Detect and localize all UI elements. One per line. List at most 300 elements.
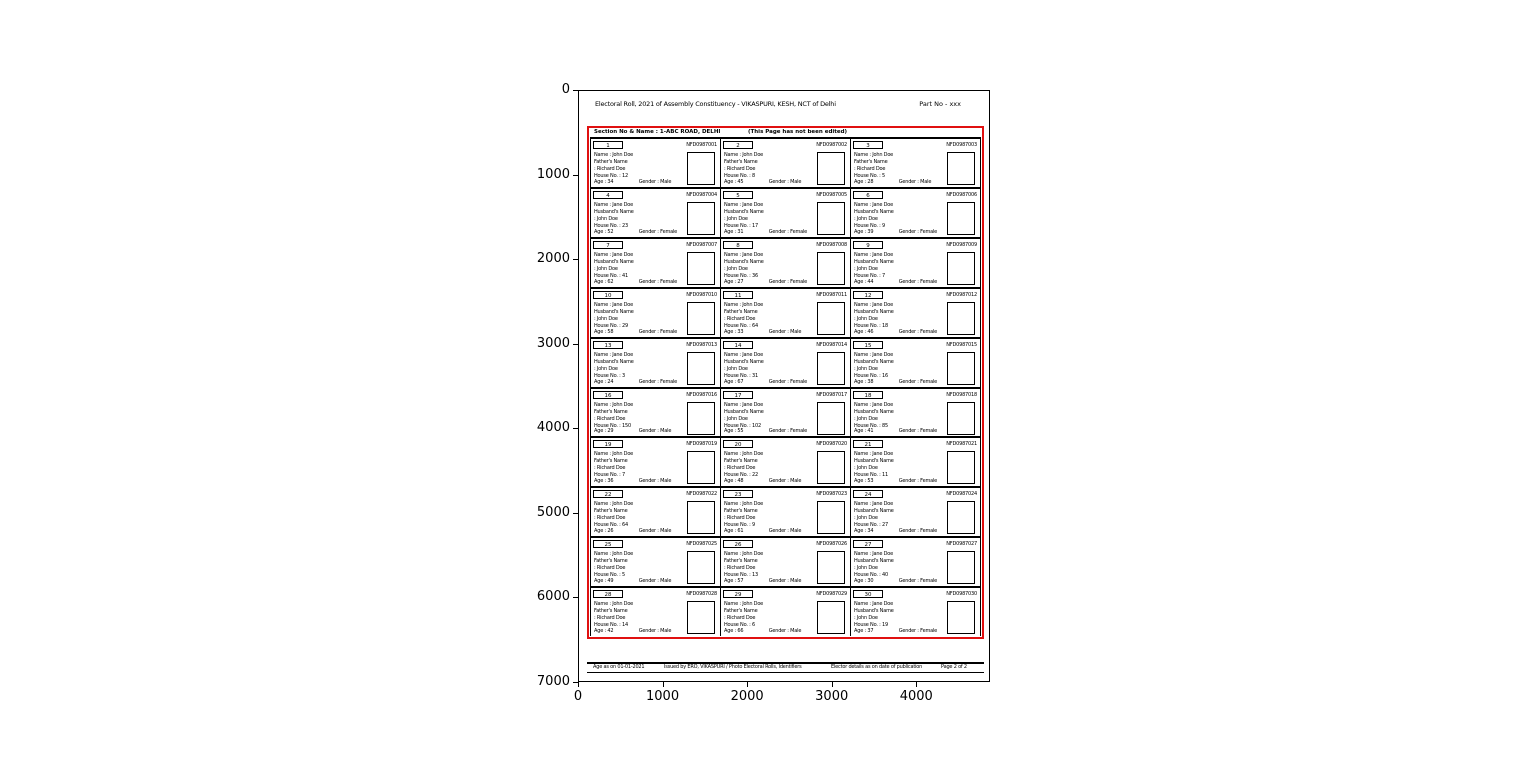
age-gender-line bbox=[854, 279, 979, 285]
voter-gender: Gender : Female bbox=[768, 428, 808, 435]
epic-number: NFD0987012 bbox=[946, 291, 977, 298]
voter-gender: Gender : Female bbox=[638, 278, 678, 285]
epic-number: NFD0987006 bbox=[946, 191, 977, 198]
relation-name: : John Doe bbox=[724, 415, 748, 422]
relation-name: : John Doe bbox=[724, 365, 748, 372]
voter-details bbox=[854, 501, 946, 529]
voter-age: Age : 52 bbox=[594, 228, 614, 235]
voter-name: Name : Jane Doe bbox=[594, 351, 633, 358]
voter-age: Age : 46 bbox=[854, 328, 874, 335]
epic-number: NFD0987004 bbox=[686, 191, 717, 198]
voter-gender: Gender : Female bbox=[638, 328, 678, 335]
age-gender-line bbox=[724, 528, 849, 534]
voter-details bbox=[854, 601, 946, 629]
voter-details bbox=[854, 352, 946, 380]
voter-gender: Gender : Female bbox=[898, 378, 938, 385]
section-name: Section No & Name : 1-ABC ROAD, DELHI bbox=[594, 129, 721, 135]
house-number: House No. : 31 bbox=[724, 372, 758, 379]
serial-number-box: 8 bbox=[723, 241, 753, 249]
serial-number-box: 7 bbox=[593, 241, 623, 249]
house-number: House No. : 36 bbox=[724, 272, 758, 279]
serial-number-box: 17 bbox=[723, 391, 753, 399]
age-gender-line bbox=[594, 329, 719, 335]
voter-details bbox=[594, 152, 686, 180]
voter-details bbox=[854, 152, 946, 180]
voter-name: Name : Jane Doe bbox=[854, 501, 893, 508]
voter-gender: Gender : Male bbox=[768, 178, 802, 185]
voter-age: Age : 55 bbox=[724, 428, 744, 435]
age-gender-line bbox=[724, 428, 849, 434]
voter-card bbox=[851, 588, 980, 636]
voter-name: Name : Jane Doe bbox=[854, 251, 893, 258]
serial-number-box: 30 bbox=[853, 590, 883, 598]
voter-card bbox=[591, 339, 721, 387]
serial-number-box: 16 bbox=[593, 391, 623, 399]
epic-number: NFD0987009 bbox=[946, 241, 977, 248]
relation-label: Father's Name bbox=[724, 508, 758, 515]
relation-name: : Richard Doe bbox=[724, 565, 756, 572]
relation-label: Father's Name bbox=[724, 308, 758, 315]
relation-label: Father's Name bbox=[594, 508, 628, 515]
relation-label: Husband's Name bbox=[594, 258, 634, 265]
plot-area bbox=[578, 90, 990, 682]
epic-number: NFD0987008 bbox=[816, 241, 847, 248]
voter-card bbox=[591, 538, 721, 586]
voter-gender: Gender : Female bbox=[638, 378, 678, 385]
voter-details bbox=[594, 302, 686, 330]
voter-name: Name : Jane Doe bbox=[854, 551, 893, 558]
voter-name: Name : Jane Doe bbox=[594, 251, 633, 258]
voter-details bbox=[594, 501, 686, 529]
voter-gender: Gender : Female bbox=[768, 378, 808, 385]
epic-number: NFD0987005 bbox=[816, 191, 847, 198]
age-gender-line bbox=[594, 179, 719, 185]
relation-name: : Richard Doe bbox=[594, 166, 626, 172]
voter-name: Name : Jane Doe bbox=[724, 251, 763, 258]
voter-card bbox=[851, 488, 980, 536]
house-number: House No. : 9 bbox=[724, 522, 756, 529]
x-tick-mark bbox=[916, 682, 917, 687]
house-number: House No. : 7 bbox=[594, 472, 626, 479]
relation-name: : John Doe bbox=[594, 365, 618, 372]
relation-name: : John Doe bbox=[594, 315, 618, 322]
relation-label: Father's Name bbox=[724, 159, 758, 165]
x-tick-label: 2000 bbox=[730, 689, 764, 704]
card-row bbox=[591, 239, 980, 289]
voter-card bbox=[591, 289, 721, 337]
voter-card-grid bbox=[590, 139, 981, 636]
serial-number-box: 22 bbox=[593, 490, 623, 498]
voter-details bbox=[594, 252, 686, 280]
voter-card bbox=[851, 538, 980, 586]
voter-card bbox=[721, 488, 851, 536]
voter-name: Name : Jane Doe bbox=[724, 351, 763, 358]
relation-label: Husband's Name bbox=[854, 458, 894, 465]
section-note: (This Page has not been edited) bbox=[748, 129, 848, 135]
voter-name: Name : John Doe bbox=[594, 401, 634, 408]
voter-card bbox=[721, 289, 851, 337]
serial-number-box: 19 bbox=[593, 440, 623, 448]
house-number: House No. : 102 bbox=[724, 422, 761, 429]
voter-gender: Gender : Female bbox=[898, 528, 938, 535]
voter-name: Name : John Doe bbox=[594, 501, 634, 508]
relation-label: Husband's Name bbox=[854, 558, 894, 565]
relation-name: : Richard Doe bbox=[724, 615, 756, 622]
age-gender-line bbox=[594, 578, 719, 584]
relation-label: Husband's Name bbox=[594, 208, 634, 215]
age-gender-line bbox=[724, 329, 849, 335]
serial-number-box: 28 bbox=[593, 590, 623, 598]
card-row bbox=[591, 289, 980, 339]
age-gender-line bbox=[854, 578, 979, 584]
serial-number-box: 24 bbox=[853, 490, 883, 498]
age-gender-line bbox=[854, 379, 979, 385]
card-row bbox=[591, 538, 980, 588]
age-gender-line bbox=[594, 478, 719, 484]
voter-age: Age : 39 bbox=[854, 228, 874, 235]
part-number: Part No - xxx bbox=[919, 100, 961, 108]
house-number: House No. : 85 bbox=[854, 422, 888, 429]
voter-details bbox=[854, 302, 946, 330]
voter-age: Age : 34 bbox=[854, 528, 874, 535]
voter-name: Name : John Doe bbox=[724, 301, 764, 308]
relation-label: Father's Name bbox=[724, 608, 758, 615]
red-highlight-rectangle bbox=[587, 126, 984, 639]
voter-card bbox=[591, 239, 721, 287]
voter-name: Name : John Doe bbox=[594, 451, 634, 458]
voter-name: Name : Jane Doe bbox=[854, 301, 893, 308]
relation-name: : Richard Doe bbox=[854, 166, 886, 172]
voter-name: Name : Jane Doe bbox=[854, 451, 893, 458]
epic-number: NFD0987016 bbox=[686, 391, 717, 398]
age-gender-line bbox=[594, 428, 719, 434]
x-tick-mark bbox=[832, 682, 833, 687]
y-tick-label: 6000 bbox=[536, 589, 570, 605]
relation-name: : John Doe bbox=[594, 265, 618, 272]
house-number: House No. : 16 bbox=[854, 372, 888, 379]
voter-gender: Gender : Female bbox=[898, 578, 938, 585]
relation-name: : John Doe bbox=[854, 315, 878, 322]
relation-label: Husband's Name bbox=[724, 408, 764, 415]
y-tick-label: 2000 bbox=[536, 251, 570, 267]
relation-name: : John Doe bbox=[854, 465, 878, 472]
card-row bbox=[591, 189, 980, 239]
voter-name: Name : Jane Doe bbox=[724, 401, 763, 408]
voter-name: Name : Jane Doe bbox=[594, 201, 633, 208]
house-number: House No. : 22 bbox=[724, 472, 758, 479]
voter-card bbox=[721, 438, 851, 486]
epic-number: NFD0987024 bbox=[946, 491, 977, 498]
relation-label: Father's Name bbox=[594, 558, 628, 565]
footer-issue-note: Issued by ERO, VIKASPURI / Photo Electoral Rolls, Identifiers bbox=[664, 664, 802, 670]
house-number: House No. : 17 bbox=[724, 222, 758, 229]
age-gender-line bbox=[854, 329, 979, 335]
voter-details bbox=[724, 202, 816, 230]
footer-divider-thin bbox=[587, 672, 984, 673]
y-tick-label: 7000 bbox=[536, 674, 570, 689]
voter-card bbox=[721, 239, 851, 287]
house-number: House No. : 14 bbox=[594, 622, 628, 629]
voter-name: Name : Jane Doe bbox=[594, 301, 633, 308]
voter-gender: Gender : Female bbox=[898, 228, 938, 235]
voter-gender: Gender : Male bbox=[638, 578, 672, 585]
voter-gender: Gender : Male bbox=[768, 528, 802, 535]
voter-age: Age : 48 bbox=[724, 478, 744, 485]
voter-name: Name : Jane Doe bbox=[854, 201, 893, 208]
voter-age: Age : 24 bbox=[594, 378, 614, 385]
house-number: House No. : 29 bbox=[594, 322, 628, 329]
epic-number: NFD0987001 bbox=[686, 142, 717, 148]
voter-gender: Gender : Male bbox=[638, 478, 672, 485]
voter-card bbox=[591, 438, 721, 486]
voter-gender: Gender : Female bbox=[768, 278, 808, 285]
serial-number-box: 4 bbox=[593, 191, 623, 199]
age-gender-line bbox=[724, 229, 849, 235]
voter-name: Name : John Doe bbox=[724, 451, 764, 458]
x-tick-label: 0 bbox=[573, 689, 583, 704]
relation-name: : John Doe bbox=[724, 215, 748, 222]
voter-gender: Gender : Male bbox=[638, 628, 672, 635]
voter-details bbox=[854, 252, 946, 280]
epic-number: NFD0987023 bbox=[816, 491, 847, 498]
epic-number: NFD0987014 bbox=[816, 341, 847, 348]
age-gender-line bbox=[724, 279, 849, 285]
voter-gender: Gender : Female bbox=[898, 328, 938, 335]
age-gender-line bbox=[594, 229, 719, 235]
voter-card bbox=[721, 339, 851, 387]
voter-details bbox=[594, 601, 686, 629]
voter-card bbox=[851, 339, 980, 387]
voter-card bbox=[591, 389, 721, 437]
serial-number-box: 15 bbox=[853, 341, 883, 349]
relation-label: Father's Name bbox=[854, 159, 888, 165]
footer-page-number: Page 2 of 2 bbox=[941, 664, 967, 670]
house-number: House No. : 5 bbox=[854, 173, 886, 179]
voter-name: Name : John Doe bbox=[594, 152, 634, 158]
epic-number: NFD0987028 bbox=[686, 591, 717, 598]
footer-age-note: Age as on 01-01-2021 bbox=[593, 664, 645, 670]
voter-name: Name : Jane Doe bbox=[854, 601, 893, 608]
serial-number-box: 1 bbox=[593, 141, 623, 149]
voter-name: Name : John Doe bbox=[724, 551, 764, 558]
voter-gender: Gender : Male bbox=[768, 478, 802, 485]
voter-gender: Gender : Male bbox=[898, 178, 932, 185]
voter-age: Age : 37 bbox=[854, 628, 874, 635]
voter-gender: Gender : Male bbox=[768, 328, 802, 335]
relation-label: Father's Name bbox=[594, 159, 628, 165]
voter-details bbox=[724, 152, 816, 180]
relation-label: Husband's Name bbox=[594, 308, 634, 315]
relation-name: : John Doe bbox=[854, 615, 878, 622]
relation-label: Husband's Name bbox=[854, 608, 894, 615]
serial-number-box: 11 bbox=[723, 291, 753, 299]
card-row bbox=[591, 488, 980, 538]
voter-age: Age : 57 bbox=[724, 578, 744, 585]
serial-number-box: 6 bbox=[853, 191, 883, 199]
age-gender-line bbox=[724, 628, 849, 634]
age-gender-line bbox=[724, 379, 849, 385]
relation-name: : John Doe bbox=[854, 215, 878, 222]
relation-label: Husband's Name bbox=[854, 508, 894, 515]
voter-age: Age : 62 bbox=[594, 278, 614, 285]
voter-card bbox=[721, 189, 851, 237]
voter-card bbox=[721, 389, 851, 437]
x-tick-mark bbox=[578, 682, 579, 687]
voter-age: Age : 26 bbox=[594, 528, 614, 535]
relation-label: Husband's Name bbox=[594, 358, 634, 365]
house-number: House No. : 8 bbox=[724, 173, 756, 179]
relation-label: Husband's Name bbox=[854, 208, 894, 215]
house-number: House No. : 27 bbox=[854, 522, 888, 529]
age-gender-line bbox=[854, 428, 979, 434]
x-tick-mark bbox=[747, 682, 748, 687]
relation-label: Husband's Name bbox=[724, 258, 764, 265]
voter-age: Age : 58 bbox=[594, 328, 614, 335]
voter-age: Age : 42 bbox=[594, 628, 614, 635]
age-gender-line bbox=[594, 528, 719, 534]
relation-label: Father's Name bbox=[594, 408, 628, 415]
voter-card bbox=[851, 239, 980, 287]
relation-name: : Richard Doe bbox=[724, 515, 756, 522]
house-number: House No. : 7 bbox=[854, 272, 886, 279]
y-tick-label: 4000 bbox=[536, 420, 570, 436]
age-gender-line bbox=[594, 279, 719, 285]
house-number: House No. : 13 bbox=[724, 572, 758, 579]
epic-number: NFD0987011 bbox=[816, 291, 847, 298]
x-tick-label: 4000 bbox=[899, 689, 933, 704]
house-number: House No. : 12 bbox=[594, 173, 628, 179]
epic-number: NFD0987030 bbox=[946, 591, 977, 598]
voter-details bbox=[724, 551, 816, 579]
voter-details bbox=[724, 302, 816, 330]
epic-number: NFD0987002 bbox=[816, 142, 847, 148]
voter-gender: Gender : Female bbox=[898, 628, 938, 635]
epic-number: NFD0987010 bbox=[686, 291, 717, 298]
voter-age: Age : 61 bbox=[724, 528, 744, 535]
card-row bbox=[591, 139, 980, 189]
epic-number: NFD0987003 bbox=[946, 142, 977, 148]
voter-card bbox=[851, 389, 980, 437]
voter-details bbox=[724, 352, 816, 380]
house-number: House No. : 3 bbox=[594, 372, 626, 379]
epic-number: NFD0987027 bbox=[946, 541, 977, 548]
voter-card bbox=[851, 139, 980, 187]
relation-name: : Richard Doe bbox=[594, 615, 626, 622]
voter-age: Age : 45 bbox=[724, 178, 744, 185]
serial-number-box: 10 bbox=[593, 291, 623, 299]
card-row bbox=[591, 339, 980, 389]
house-number: House No. : 5 bbox=[594, 572, 626, 579]
age-gender-line bbox=[594, 379, 719, 385]
house-number: House No. : 19 bbox=[854, 622, 888, 629]
age-gender-line bbox=[724, 179, 849, 185]
voter-name: Name : Jane Doe bbox=[854, 401, 893, 408]
serial-number-box: 2 bbox=[723, 141, 753, 149]
voter-name: Name : John Doe bbox=[724, 601, 764, 608]
relation-name: : John Doe bbox=[854, 515, 878, 522]
house-number: House No. : 11 bbox=[854, 472, 888, 479]
voter-gender: Gender : Male bbox=[638, 428, 672, 435]
x-tick-mark bbox=[663, 682, 664, 687]
voter-card bbox=[721, 588, 851, 636]
age-gender-line bbox=[724, 478, 849, 484]
relation-label: Husband's Name bbox=[724, 208, 764, 215]
age-gender-line bbox=[594, 628, 719, 634]
voter-age: Age : 67 bbox=[724, 378, 744, 385]
age-gender-line bbox=[854, 528, 979, 534]
voter-gender: Gender : Male bbox=[638, 528, 672, 535]
relation-name: : Richard Doe bbox=[724, 166, 756, 172]
voter-details bbox=[594, 202, 686, 230]
voter-card bbox=[851, 438, 980, 486]
serial-number-box: 25 bbox=[593, 540, 623, 548]
relation-label: Husband's Name bbox=[854, 258, 894, 265]
voter-details bbox=[854, 551, 946, 579]
house-number: House No. : 9 bbox=[854, 222, 886, 229]
relation-label: Father's Name bbox=[724, 558, 758, 565]
voter-name: Name : Jane Doe bbox=[854, 351, 893, 358]
voter-details bbox=[594, 451, 686, 479]
voter-gender: Gender : Male bbox=[638, 178, 672, 185]
voter-gender: Gender : Male bbox=[768, 628, 802, 635]
voter-age: Age : 41 bbox=[854, 428, 874, 435]
x-tick-label: 3000 bbox=[815, 689, 849, 704]
voter-card bbox=[721, 538, 851, 586]
voter-details bbox=[594, 352, 686, 380]
house-number: House No. : 6 bbox=[724, 622, 756, 629]
age-gender-line bbox=[854, 478, 979, 484]
voter-age: Age : 30 bbox=[854, 578, 874, 585]
voter-details bbox=[724, 252, 816, 280]
house-number: House No. : 150 bbox=[594, 422, 631, 429]
relation-label: Father's Name bbox=[594, 458, 628, 465]
epic-number: NFD0987019 bbox=[686, 441, 717, 448]
serial-number-box: 18 bbox=[853, 391, 883, 399]
x-tick-label: 1000 bbox=[646, 689, 680, 704]
epic-number: NFD0987015 bbox=[946, 341, 977, 348]
relation-name: : Richard Doe bbox=[594, 465, 626, 472]
serial-number-box: 3 bbox=[853, 141, 883, 149]
voter-gender: Gender : Male bbox=[768, 578, 802, 585]
epic-number: NFD0987017 bbox=[816, 391, 847, 398]
voter-age: Age : 31 bbox=[724, 228, 744, 235]
epic-number: NFD0987025 bbox=[686, 541, 717, 548]
relation-label: Father's Name bbox=[724, 458, 758, 465]
y-tick-label: 1000 bbox=[536, 166, 570, 182]
relation-label: Husband's Name bbox=[854, 358, 894, 365]
relation-label: Husband's Name bbox=[724, 358, 764, 365]
voter-age: Age : 33 bbox=[724, 328, 744, 335]
relation-label: Husband's Name bbox=[854, 308, 894, 315]
voter-details bbox=[854, 451, 946, 479]
voter-gender: Gender : Female bbox=[898, 428, 938, 435]
house-number: House No. : 23 bbox=[594, 222, 628, 229]
y-tick-label: 0 bbox=[561, 82, 570, 97]
serial-number-box: 27 bbox=[853, 540, 883, 548]
card-row bbox=[591, 438, 980, 488]
relation-name: : Richard Doe bbox=[724, 465, 756, 472]
voter-gender: Gender : Female bbox=[898, 278, 938, 285]
relation-name: : John Doe bbox=[724, 265, 748, 272]
document-title: Electoral Roll, 2021 of Assembly Constituency - VIKASPURI, KESH, NCT of Delhi bbox=[595, 100, 836, 108]
relation-label: Father's Name bbox=[594, 608, 628, 615]
voter-age: Age : 36 bbox=[594, 478, 614, 485]
voter-age: Age : 49 bbox=[594, 578, 614, 585]
serial-number-box: 5 bbox=[723, 191, 753, 199]
card-row bbox=[591, 588, 980, 636]
age-gender-line bbox=[854, 628, 979, 634]
voter-gender: Gender : Female bbox=[898, 478, 938, 485]
